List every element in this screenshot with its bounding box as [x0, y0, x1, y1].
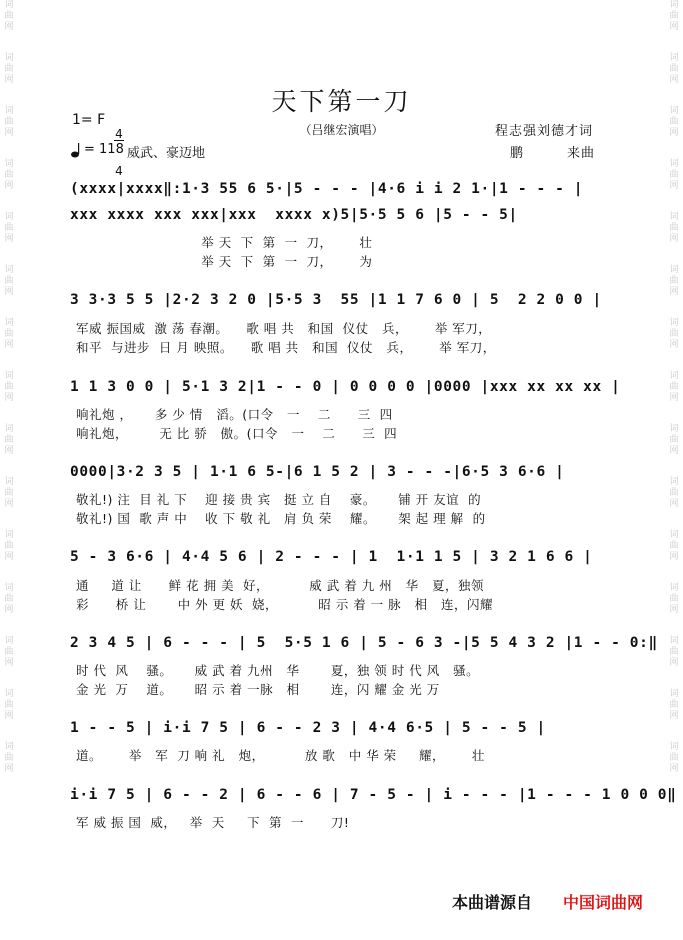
watermark-text: 词 曲 网	[669, 530, 679, 562]
melody-line-9: i·i 7 5 | 6 - - 2 | 6 - - 6 | 7 - 5 - | i - - - |1 - - - 1 0 0 0‖	[70, 787, 677, 803]
melody-line-8: 1 - - 5 | i·i 7 5 | 6 - - 2 3 | 4·4 6·5 | 5 - - 5 |	[70, 720, 546, 736]
composer-role: 来曲	[567, 146, 596, 161]
watermark-text: 词 曲 网	[4, 0, 14, 32]
watermark-text: 词 曲 网	[4, 742, 14, 774]
lyric-line: 举 天 下 第 一 刀， 壮	[76, 235, 373, 250]
lyric-line: 举 天 下 第 一 刀， 为	[76, 254, 373, 269]
lyric-line: 彩 桥 让 中 外 更 妖 娆， 昭 示 着 一 脉 相 连，闪耀	[76, 597, 493, 612]
melody-line-1: (xxxx|xxxx‖:1·3 55 6 5·|5 - - - |4·6 i i 2 1·|1 - - - |	[70, 181, 584, 197]
lyric-line: 道。 举 军 刀 响 礼 炮， 放 歌 中 华 荣 耀， 壮	[76, 748, 485, 763]
watermark-text: 词 曲 网	[669, 636, 679, 668]
lyric-line: 和平 与进步 日 月 映照。 歌 唱 共 和国 仪仗 兵， 举 军刀，	[76, 340, 496, 355]
melody-line-3: 3 3·3 5 5 |2·2 3 2 0 |5·5 3 55 |1 1 7 6 0 | 5 2 2 0 0 |	[70, 292, 602, 308]
watermark-text: 词 曲 网	[4, 53, 14, 85]
lyric-line: 敬礼!) 注 目 礼 下 迎 接 贵 宾 挺 立 自 豪。 铺 开 友谊 的	[76, 492, 482, 507]
quarter-note-icon	[70, 142, 84, 158]
melody-line-5: 0000|3·2 3 5 | 1·1 6 5-|6 1 5 2 | 3 - - -|6·5 3 6·6 |	[70, 464, 565, 480]
watermark-text: 词 曲 网	[4, 636, 14, 668]
tempo-mark: = 118	[84, 142, 124, 157]
watermark-text: 词 曲 网	[669, 424, 679, 456]
song-title: 天下第一刀	[271, 87, 412, 116]
watermark-text: 词 曲 网	[669, 265, 679, 297]
watermark-text: 词 曲 网	[669, 371, 679, 403]
lyricist-credit: 程志强刘德才词	[495, 124, 594, 139]
lyric-line: 敬礼!) 国 歌 声 中 收 下 敬 礼 肩 负 荣 耀。 架 起 理 解 的	[76, 511, 486, 526]
footer-source-prefix: 本曲谱源自	[452, 893, 533, 912]
key-signature: 1= F	[72, 112, 106, 128]
footer-site-link[interactable]: 中国词曲网	[563, 893, 644, 912]
singer-credit: （吕继宏演唱）	[299, 123, 384, 137]
composer-name: 鹏	[510, 146, 525, 161]
watermark-text: 词 曲 网	[4, 371, 14, 403]
watermark-text: 词 曲 网	[669, 53, 679, 85]
time-sig-top: 4	[115, 127, 123, 141]
lyric-line: 金 光 万 道。 昭 示 着 一脉 相 连，闪 耀 金 光 万	[76, 682, 440, 697]
time-sig-bottom: 4	[115, 164, 123, 178]
lyric-line: 军 威 振 国 威， 举 天 下 第 一 刀!	[76, 815, 350, 830]
melody-line-7: 2 3 4 5 | 6 - - - | 5 5·5 1 6 | 5 - 6 3 -|5 5 4 3 2 |1 - - 0:‖	[70, 635, 658, 651]
watermark-text: 词 曲 网	[669, 212, 679, 244]
watermark-text: 词 曲 网	[669, 106, 679, 138]
lyric-line: 响礼炮 ， 多 少 情 滔。(口令 一 二 三 四	[76, 407, 393, 422]
expression-mark: 威武、豪迈地	[127, 146, 206, 161]
watermark-text: 词 曲 网	[4, 689, 14, 721]
watermark-text: 词 曲 网	[4, 159, 14, 191]
watermark-text: 词 曲 网	[669, 318, 679, 350]
watermark-left	[2, 0, 16, 795]
watermark-text: 词 曲 网	[669, 583, 679, 615]
lyric-line: 通 道 让 鲜 花 拥 美 好， 威 武 着 九 州 华 夏，独领	[76, 578, 485, 593]
watermark-text: 词 曲 网	[669, 742, 679, 774]
watermark-text: 词 曲 网	[4, 583, 14, 615]
watermark-text: 词 曲 网	[4, 212, 14, 244]
watermark-text: 词 曲 网	[669, 689, 679, 721]
melody-line-6: 5 - 3 6·6 | 4·4 5 6 | 2 - - - | 1 1·1 1 5 | 3 2 1 6 6 |	[70, 549, 593, 565]
watermark-text: 词 曲 网	[4, 424, 14, 456]
watermark-text: 词 曲 网	[4, 318, 14, 350]
lyric-line: 时 代 风 骚。 威 武 着 九州 华 夏，独 领 时 代 风 骚。	[76, 663, 480, 678]
watermark-right	[667, 0, 681, 795]
melody-line-2: xxx xxxx xxx xxx|xxx xxxx x)5|5·5 5 6 |5 - - 5|	[70, 207, 518, 223]
watermark-text: 词 曲 网	[4, 106, 14, 138]
watermark-text: 词 曲 网	[4, 530, 14, 562]
watermark-text: 词 曲 网	[669, 477, 679, 509]
watermark-text: 词 曲 网	[669, 159, 679, 191]
watermark-text: 词 曲 网	[669, 0, 679, 32]
lyric-line: 响礼炮， 无 比 骄 傲。(口令 一 二 三 四	[76, 426, 398, 441]
lyric-line: 军威 振国威 激 荡 春潮。 歌 唱 共 和国 仪仗 兵， 举 军刀，	[76, 321, 492, 336]
melody-line-4: 1 1 3 0 0 | 5·1 3 2|1 - - 0 | 0 0 0 0 |0000 |xxx xx xx xx |	[70, 379, 621, 395]
watermark-text: 词 曲 网	[4, 265, 14, 297]
watermark-text: 词 曲 网	[4, 477, 14, 509]
